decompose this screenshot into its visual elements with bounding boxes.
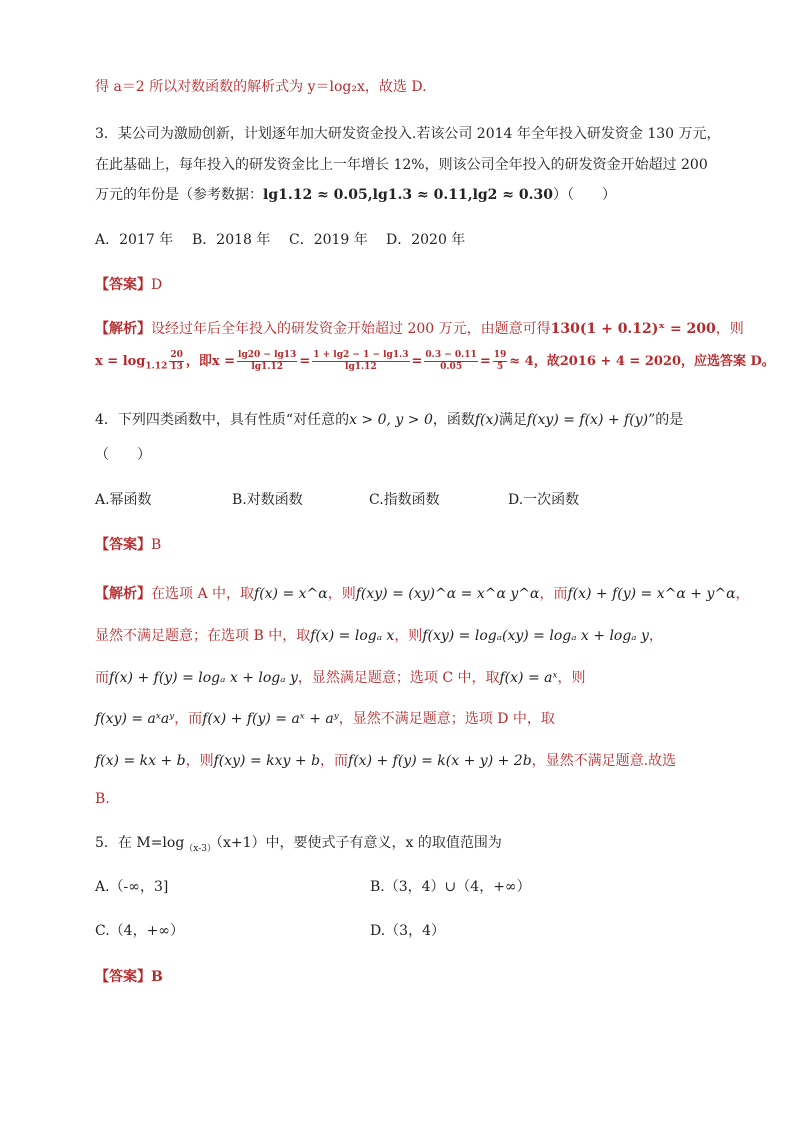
q3-analysis-line2: $x = \log_{1.12}$ $\frac{20}{13}$ ，即x = $\frac{\lg 20 - \lg 13}{\lg 1.12}$ = $\frac{1 + \lg 2 - 1 - \lg 1.3}{\lg 1.12}$ = $\frac{0.3 - 0.11}{0.05}$ = $\frac{19}{5}$ ≈ 4，故2016 + 4 = 2020，应选答案 D。 bbox=[95, 350, 775, 372]
q4-analysis-a4-seg-1: ，而 bbox=[174, 711, 203, 727]
q4-option-b: B.对数函数 bbox=[232, 492, 303, 508]
log-argument-fraction: $\frac{20}{13}$ bbox=[170, 350, 183, 372]
q3-option-c: C．2019 年 bbox=[289, 232, 368, 248]
q4-analysis-a5-seg-3: ，而 bbox=[320, 753, 349, 769]
q4-answer: 【答案】B bbox=[95, 537, 162, 553]
q3-answer: 【答案】D bbox=[95, 277, 163, 293]
q4-analysis-a3-seg-4: ，则 bbox=[557, 670, 586, 686]
q4-analysis-a5-seg-5: ，显然不满足题意.故选 bbox=[531, 753, 677, 769]
q4-option-c: C.指数函数 bbox=[369, 492, 440, 508]
q4-analysis-a2-seg-1: f(x) = logₐ x bbox=[310, 628, 395, 644]
q4-analysis-a1-seg-4: ，而 bbox=[539, 586, 568, 602]
fraction-2: $\frac{1 + \lg 2 - 1 - \lg 1.3}{\lg 1.12}$ bbox=[313, 350, 409, 372]
q3-option-a: A．2017 年 bbox=[95, 232, 174, 248]
q4-analysis-a3-seg-2: ，显然满足题意；选项 C 中，取 bbox=[297, 670, 500, 686]
q5-option-a: A.（-∞，3] bbox=[95, 879, 169, 895]
q3-option-d: D．2020 年 bbox=[386, 232, 466, 248]
q5-option-c: C.（4，+∞） bbox=[95, 923, 184, 939]
q4-analysis-line5 bbox=[95, 754, 676, 768]
q4-analysis-a3-seg-1: f(x) + f(y) = logₐ x + logₐ y bbox=[109, 670, 298, 686]
q5-answer: 【答案】B bbox=[95, 969, 163, 985]
q4-analysis-a2-seg-2: ，则 bbox=[394, 628, 423, 644]
previous-solution-end: 得 a＝2 所以对数函数的解析式为 y＝log₂x，故选 D. bbox=[95, 79, 427, 95]
q3-stem-line1: 3．某公司为激励创新，计划逐年加大研发资金投入.若该公司 2014 年全年投入研发资金 130 万元， bbox=[95, 126, 721, 142]
fraction-1: $\frac{\lg 20 - \lg 13}{\lg 1.12}$ bbox=[238, 350, 297, 372]
q4-analysis-a2-seg-4: ， bbox=[648, 628, 663, 644]
q4-analysis-a1-seg-0: 在选项 A 中，取 bbox=[151, 586, 255, 602]
q4-stem-line1: 4．下列四类函数中，具有性质“对任意的x > 0, y > 0，函数f(x)满足f(xy) = f(x) + f(y)”的是 bbox=[95, 412, 684, 428]
q4-analysis-a1-seg-5: f(x) + f(y) = x^α + y^α bbox=[567, 586, 736, 602]
q4-analysis-a1-seg-2: ，则 bbox=[327, 586, 356, 602]
fraction-4: $\frac{19}{5}$ bbox=[493, 350, 507, 372]
q4-analysis-a3-seg-0: 而 bbox=[95, 670, 109, 686]
q5-stem: 5．在 $M=\log_{(x-3)}(x+1)$中，要使式子有意义，x 的取值范围为 bbox=[95, 835, 502, 854]
q4-analysis-a4-seg-3: ，显然不满足题意；选项 D 中，取 bbox=[338, 711, 555, 727]
q4-analysis-a1-seg-3: f(xy) = (xy)^α = x^α y^α bbox=[355, 586, 540, 602]
q3-option-b: B．2018 年 bbox=[192, 232, 271, 248]
q4-analysis-a3-seg-3: f(x) = aˣ bbox=[499, 670, 558, 686]
q4-analysis-a5-seg-0: f(x) = kx + b bbox=[95, 753, 186, 769]
q4-analysis-a4-seg-0: f(xy) = aˣaʸ bbox=[95, 711, 175, 727]
q3-stem-line3: 万元的年份是（参考数据：lg1.12 ≈ 0.05,lg1.3 ≈ 0.11,lg2 ≈ 0.30）（ ） bbox=[95, 187, 616, 203]
q4-analysis-a2-seg-3: f(xy) = logₐ(xy) = logₐ x + logₐ y bbox=[422, 628, 649, 644]
q4-analysis-a5-seg-4: f(x) + f(y) = k(x + y) + 2b bbox=[348, 753, 532, 769]
q4-analysis-line6: B. bbox=[95, 791, 110, 807]
q4-option-a: A.幂函数 bbox=[95, 492, 152, 508]
q4-analysis-a2-seg-0: 显然不满足题意；在选项 B 中，取 bbox=[95, 628, 311, 644]
q4-stem-line2: （ ） bbox=[95, 447, 151, 463]
q4-analysis-a4-seg-2: f(x) + f(y) = aˣ + aʸ bbox=[202, 711, 339, 727]
q4-analysis-a5-seg-2: f(xy) = kxy + b bbox=[213, 753, 321, 769]
q3-analysis-line1: 【解析】设经过年后全年投入的研发资金开始超过 200 万元，由题意可得130(1 + 0.12)ˣ = 200，则 bbox=[95, 321, 744, 337]
q4-analysis-a5-seg-1: ，则 bbox=[185, 753, 214, 769]
q3-stem-line2: 在此基础上，每年投入的研发资金比上一年增长 12%，则该公司全年投入的研发资金开始超过 200 bbox=[95, 157, 708, 173]
q4-analysis-line2 bbox=[95, 629, 663, 643]
q5-option-b: B.（3，4）∪（4，+∞） bbox=[370, 879, 531, 895]
q4-analysis-line4 bbox=[95, 712, 555, 726]
q3-reference-data: lg1.12 ≈ 0.05,lg1.3 ≈ 0.11,lg2 ≈ 0.30 bbox=[263, 187, 553, 203]
q4-analysis-line3 bbox=[95, 671, 585, 685]
q4-analysis-line1: 【解析】在选项 A 中，取f(x) = x^α，则f(xy) = (xy)^α = x^α y^α，而f(x) + f(y) = x^α + y^α， bbox=[95, 586, 750, 602]
q4-analysis-a1-seg-1: f(x) = x^α bbox=[254, 586, 328, 602]
fraction-3: $\frac{0.3 - 0.11}{0.05}$ bbox=[425, 350, 477, 372]
q5-option-d: D.（3，4） bbox=[370, 923, 445, 939]
q4-option-d: D.一次函数 bbox=[508, 492, 580, 508]
q4-analysis-a1-seg-6: ， bbox=[735, 586, 750, 602]
